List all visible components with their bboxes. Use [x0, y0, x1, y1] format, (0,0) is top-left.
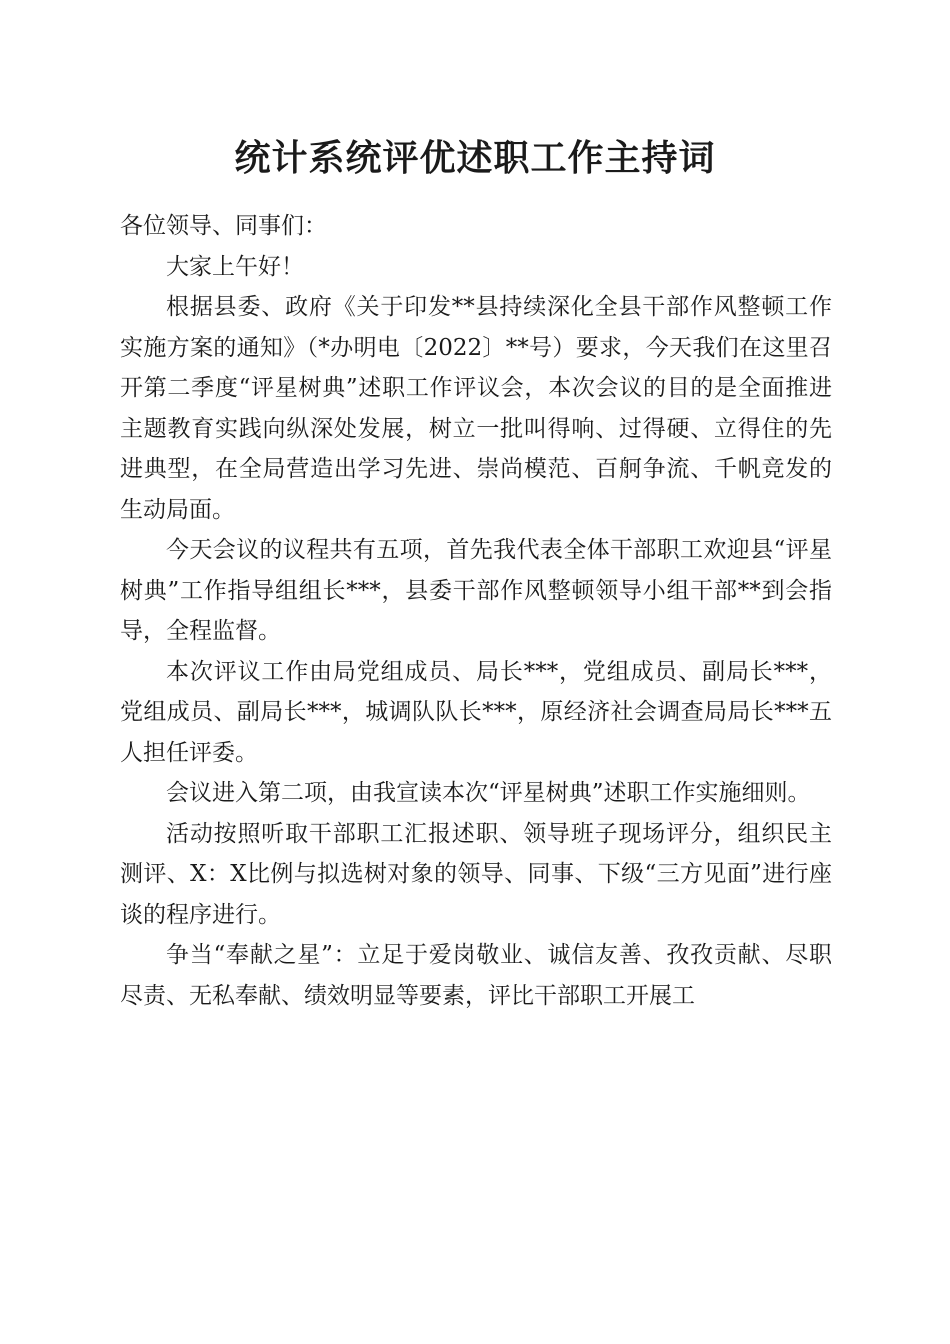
document-title: 统计系统评优述职工作主持词: [234, 137, 716, 179]
paragraph-procedure: 活动按照听取干部职工汇报述职、领导班子现场评分，组织民主测评、X：X比例与拟选树对象的领导、同事、下级“三方见面”进行座谈的程序进行。: [120, 820, 832, 928]
salutation: 各位领导、同事们：: [120, 213, 327, 239]
paragraph-purpose: 根据县委、政府《关于印发**县持续深化全县干部作风整顿工作实施方案的通知》（*办明电〔2022〕**号）要求，今天我们在这里召开第二季度“评星树典”述职工作评议会，本次会议的目的是全面推进主题教育实践向纵深处发展，树立一批叫得响、过得硬、立得住的先进典型，在全局营造出学习先进、崇尚模范、百舸争流、千帆竞发的生动局面。: [120, 294, 832, 523]
paragraph-dedication-star: 争当“奉献之星”：立足于爱岗敬业、诚信友善、孜孜贡献、尽职尽责、无私奉献、绩效明显等要素，评比干部职工开展工: [120, 942, 832, 1009]
paragraph-agenda: 今天会议的议程共有五项，首先我代表全体干部职工欢迎县“评星树典”工作指导组组长***，县委干部作风整顿领导小组干部**到会指导，全程监督。: [120, 537, 832, 644]
paragraph-judges: 本次评议工作由局党组成员、局长***，党组成员、副局长***，党组成员、副局长***，城调队队长***，原经济社会调查局局长***五人担任评委。: [120, 658, 833, 766]
paragraph-second-item: 会议进入第二项，由我宣读本次“评星树典”述职工作实施细则。: [166, 780, 811, 806]
paragraph-greeting: 大家上午好！: [166, 253, 304, 280]
document-body: [120, 206, 832, 1016]
